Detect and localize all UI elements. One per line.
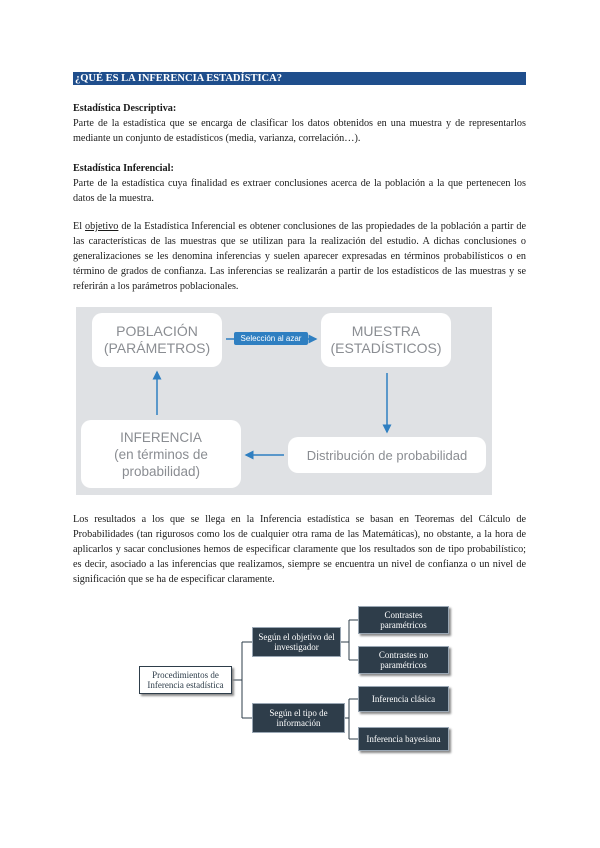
leaf1-label-2: paramétricos — [380, 620, 427, 630]
branch-objetivo-node — [252, 627, 341, 657]
seleccion-label: Selección al azar — [234, 332, 308, 345]
descriptive-text: Parte de la estadística que se encarga de clasificar los datos obtenidos en una muestra y de representarlos mediante un conjunto de estadísticos (media, varianza, correlación…). — [73, 118, 526, 144]
objective-link: objetivo — [85, 221, 119, 232]
leaf4-label: Inferencia bayesiana — [366, 734, 441, 744]
leaf-clasica-node — [358, 686, 449, 712]
root-node — [139, 666, 232, 694]
leaf2-label-2: paramétricos — [380, 660, 427, 670]
branch2-label-1: Según el tipo de — [269, 708, 328, 718]
leaf-bayesiana-node — [358, 727, 449, 751]
inferential-section — [73, 161, 526, 206]
inferential-text: Parte de la estadística cuya finalidad es extraer conclusiones acerca de la población a la que pertenecen los datos de la muestra. — [73, 178, 526, 204]
distribucion-label: Distribución de probabilidad — [306, 447, 468, 463]
estadisticos-label: (ESTADÍSTICOS) — [330, 340, 442, 356]
inferential-heading: Estadística Inferencial: — [73, 163, 174, 174]
root-label-1: Procedimientos de — [152, 670, 219, 680]
leaf3-label: Inferencia clásica — [371, 694, 436, 704]
descriptive-section — [73, 101, 526, 146]
parametros-label: (PARÁMETROS) — [103, 340, 211, 356]
objective-paragraph — [73, 219, 526, 294]
objective-post: de la Estadística Inferencial es obtener conclusiones de las propiedades de la población a partir de las características de las muestras que se utilizan para la realización del estudio. A dichas conclusiones o generalizaciones se les denomina inferencias y suelen aparecer expresadas en términos probabilísticos o en término de grados de confianza. Las inferencias se realizarán a partir de los estadísticos de las muestras y se referirán a los parámetros poblacionales. — [73, 221, 526, 292]
branch-informacion-node — [252, 703, 345, 733]
descriptive-heading: Estadística Descriptiva: — [73, 103, 177, 114]
results-paragraph: Los resultados a los que se llega en la Inferencia estadística se basan en Teoremas del Cálculo de Probabilidades (tan rigurosos como los de cualquier otra rama de las Matemáticas), no obstante, a la hora de aplicarlos y sacar conclusiones hemos de especificar claramente que los resultados son de tipo probabilístico; es decir, asociado a las inferencias que realizamos, siempre se encuentra un nivel de confianza o un nivel de significación que se ha de especificar claramente. — [73, 514, 526, 585]
leaf-no-parametricos-node — [358, 646, 449, 674]
root-label-2: Inferencia estadística — [147, 680, 224, 690]
inferencia-sub1: (en términos de — [114, 446, 208, 462]
branch1-label-2: investigador — [274, 642, 319, 652]
poblacion-label: POBLACIÓN — [116, 323, 198, 339]
inference-cycle-diagram — [76, 307, 492, 495]
inferencia-label: INFERENCIA — [120, 429, 202, 445]
branch2-label-2: información — [276, 718, 321, 728]
leaf2-label-1: Contrastes no — [378, 650, 429, 660]
muestra-label: MUESTRA — [351, 323, 421, 339]
branch1-label-1: Según el objetivo del — [258, 632, 335, 642]
section-title: ¿QUÉ ES LA INFERENCIA ESTADÍSTICA? — [73, 72, 526, 85]
inferencia-sub2: probabilidad) — [121, 463, 201, 479]
objective-pre: El — [73, 221, 86, 232]
leaf-parametricos-node — [358, 606, 449, 634]
leaf1-label-1: Contrastes — [384, 610, 423, 620]
